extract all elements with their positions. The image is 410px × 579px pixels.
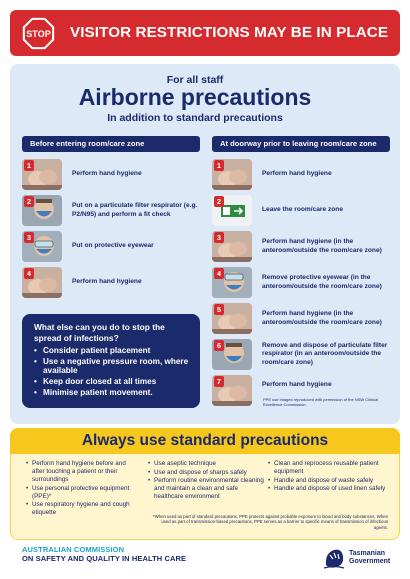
- list-item: • Handle and dispose of waste safely: [268, 477, 386, 485]
- step-text: Perform hand hygiene: [72, 170, 142, 178]
- ppe-footnote: *When used as part of standard precautions, PPE protects against probable exposure to blood and body substances. When used as part of transmission-based precautions, PPE serves as a barrier to specific means of transmission of infectious agents.: [152, 514, 388, 530]
- step-text: Perform hand hygiene: [262, 380, 332, 388]
- list-item: • Use and dispose of sharps safely: [148, 469, 264, 477]
- step-number: 5: [214, 304, 224, 315]
- left-step-2: [22, 195, 200, 226]
- list-item: • Use personal protective equipment (PPE)*: [26, 485, 136, 501]
- image-credit: PPE use images reproduced with permission of the NSW Clinical Excellence Commission.: [263, 397, 379, 407]
- tas-line-2: Government: [349, 558, 391, 566]
- visitor-restrictions-banner: [10, 10, 400, 56]
- step-number: 7: [214, 376, 224, 387]
- before-leaving-heading: At doorway prior to leaving room/care zone: [212, 136, 390, 152]
- step-number: 2: [214, 196, 224, 207]
- stop-sign-text: STOP: [26, 29, 51, 40]
- step-text: Remove and dispose of particulate filter respirator (in an anteroom/outside the room/care zone): [262, 342, 388, 366]
- step-number: 3: [24, 232, 34, 243]
- commission-logo: [22, 546, 186, 563]
- step-text: Put on protective eyewear: [72, 242, 154, 250]
- step-number: 4: [214, 268, 224, 279]
- commission-line-1: AUSTRALIAN COMMISSION: [22, 545, 125, 554]
- step-number: 1: [214, 160, 224, 171]
- list-item: • Use aseptic technique: [148, 460, 264, 468]
- right-step-2: [212, 195, 390, 226]
- for-all-staff: For all staff: [166, 74, 224, 86]
- step-text: Leave the room/care zone: [262, 206, 343, 214]
- page-title: Airborne precautions: [78, 84, 312, 110]
- tas-line-1: Tasmanian: [349, 550, 386, 557]
- what-else-question: What else can you do to stop the spread of infections?: [34, 322, 165, 343]
- step-number: 4: [24, 268, 34, 279]
- right-step-1: [212, 159, 390, 190]
- right-step-3: [212, 231, 390, 262]
- step-number: 3: [214, 232, 224, 243]
- step-number: 1: [24, 160, 34, 171]
- list-item: • Perform hand hygiene before and after touching a patient or their surroundings: [26, 460, 136, 484]
- step-text: Put on a particulate filter respirator (e.g. P2/N95) and perform a fit check: [72, 202, 198, 218]
- left-step-4: [22, 267, 200, 298]
- left-step-3: [22, 231, 200, 262]
- step-number: 6: [214, 340, 224, 351]
- stop-sign-icon: [22, 17, 55, 50]
- step-text: Perform hand hygiene: [72, 278, 142, 286]
- left-step-1: [22, 159, 200, 190]
- list-item: • Use respiratory hygiene and cough etiquette: [26, 501, 136, 517]
- commission-line-2: ON SAFETY AND QUALITY IN HEALTH CARE: [22, 553, 187, 563]
- list-item: • Use a negative pressure room, where available: [34, 357, 192, 376]
- right-step-6: [212, 339, 390, 370]
- step-text: Remove protective eyewear (in the anteroom/outside the room/care zone): [262, 274, 382, 290]
- list-item: • Consider patient placement: [34, 346, 192, 356]
- what-else-list: [34, 346, 192, 397]
- list-item: • Handle and dispose of used linen safely: [268, 485, 386, 493]
- step-text: Perform hand hygiene (in the anteroom/outside the room/care zone): [262, 238, 382, 254]
- page-subtitle: In addition to standard precautions: [107, 112, 283, 124]
- list-item: • Perform routine environmental cleaning and maintain a clean and safe healthcare environment: [148, 477, 264, 501]
- tasmanian-government-text: [349, 550, 390, 566]
- step-text: Perform hand hygiene: [262, 170, 332, 178]
- standard-column-1: [26, 460, 136, 518]
- before-entering-heading: Before entering room/care zone: [22, 136, 200, 152]
- list-item: • Clean and reprocess reusable patient equipment: [268, 460, 386, 476]
- tasmanian-tiger-icon: [322, 545, 346, 571]
- standard-column-2: [148, 460, 264, 502]
- standard-precautions-title: Always use standard precautions: [10, 428, 400, 454]
- standard-column-3: [268, 460, 386, 494]
- step-text: Perform hand hygiene (in the anteroom/outside the room/care zone): [262, 310, 382, 326]
- step-number: 2: [24, 196, 34, 207]
- right-step-4: [212, 267, 390, 298]
- list-item: • Keep door closed at all times: [34, 377, 192, 387]
- what-else-box: [22, 314, 200, 408]
- list-item: • Minimise patient movement.: [34, 388, 192, 398]
- banner-text: VISITOR RESTRICTIONS MAY BE IN PLACE: [70, 24, 389, 41]
- right-step-5: [212, 303, 390, 334]
